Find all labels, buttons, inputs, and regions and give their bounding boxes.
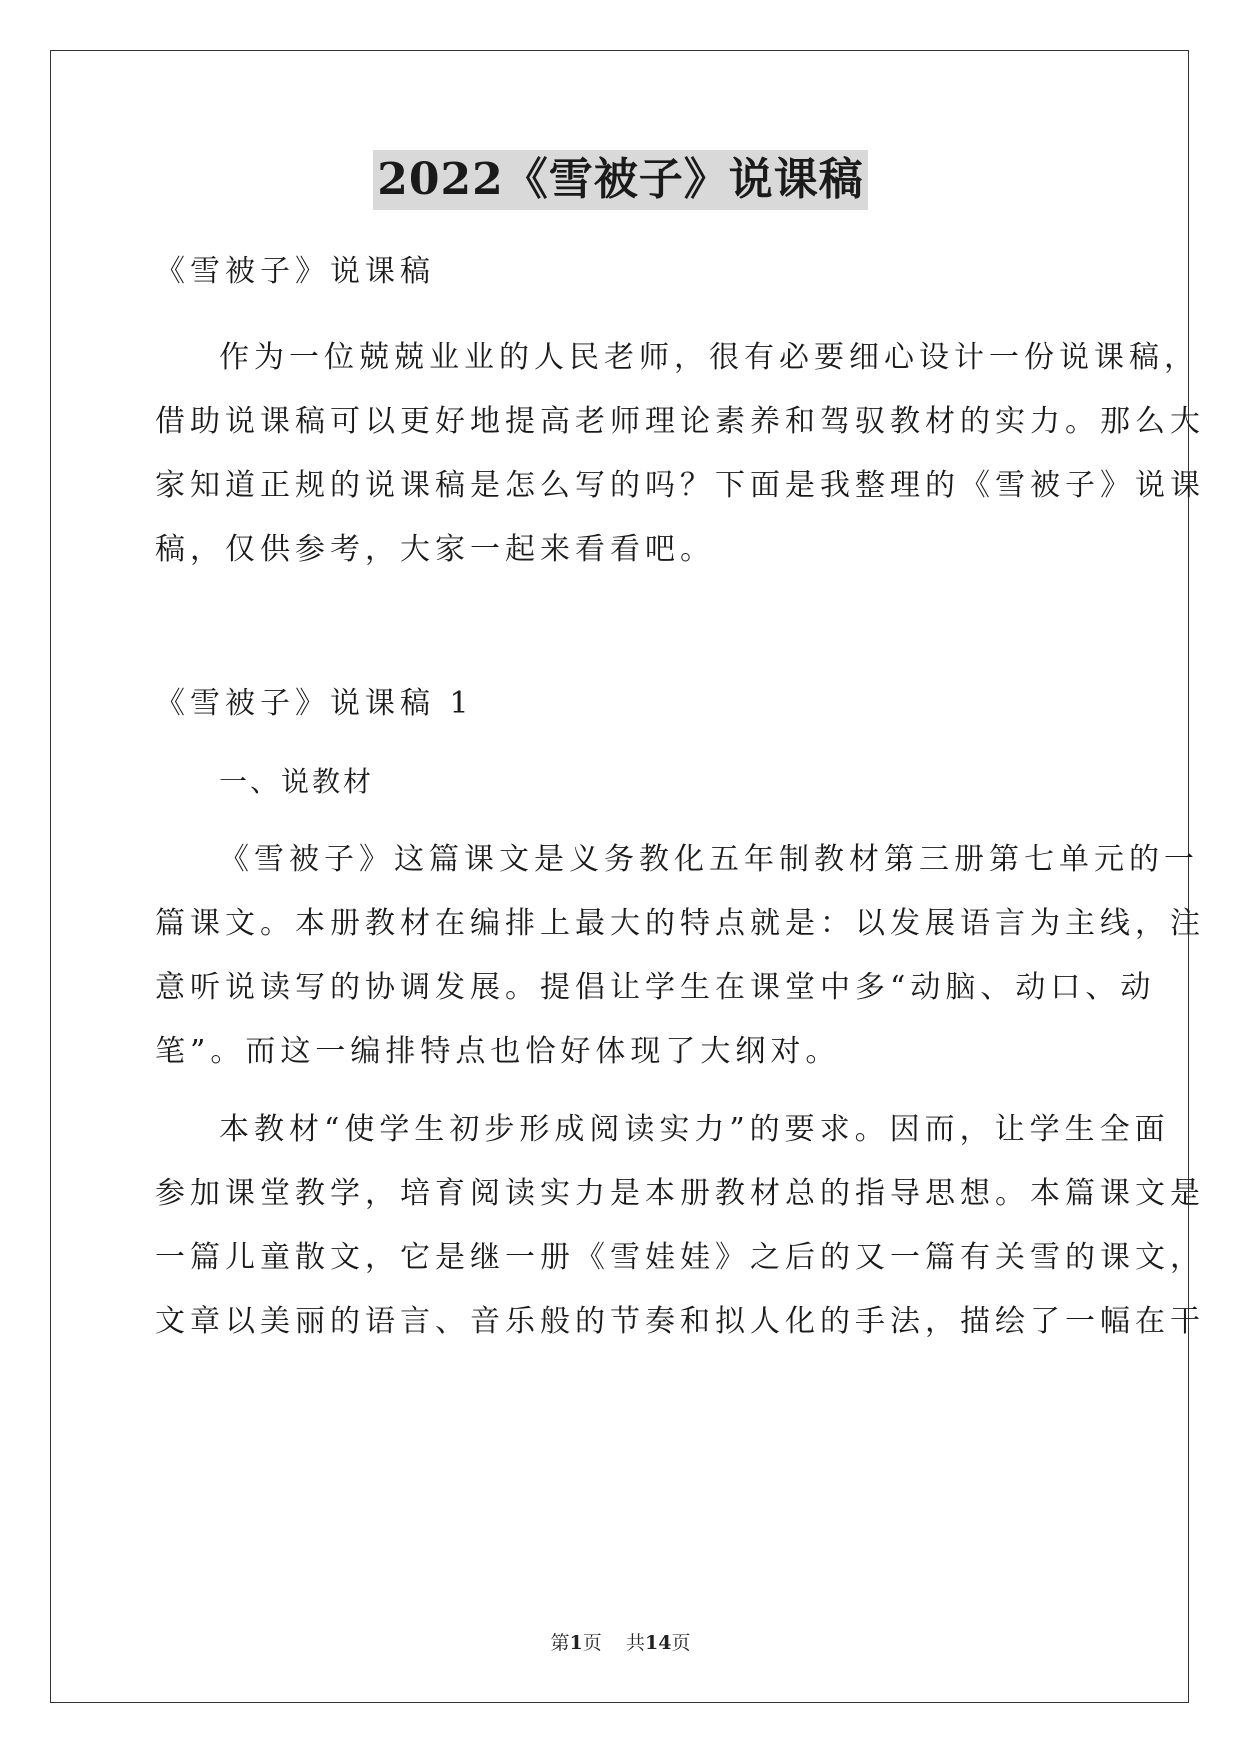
page-current: 1 xyxy=(569,1632,583,1654)
document-subtitle: 《雪被子》说课稿 xyxy=(155,254,435,289)
section-heading: 一、说教材 xyxy=(219,765,375,798)
paragraph-line: 笔”。而这一编排特点也恰好体现了大纲对。 xyxy=(155,1034,841,1069)
paragraph-line: 本教材“使学生初步形成阅读实力”的要求。因而，让学生全面 xyxy=(219,1112,1170,1147)
paragraph-line: 文章以美丽的语言、音乐般的节奏和拟人化的手法，描绘了一幅在干 xyxy=(155,1304,1205,1339)
intro-line: 借助说课稿可以更好地提高老师理论素养和驾驭教材的实力。那么大 xyxy=(155,404,1205,439)
paragraph-line: 篇课文。本册教材在编排上最大的特点就是：以发展语言为主线，注 xyxy=(155,906,1205,941)
document-body xyxy=(155,240,1205,1354)
intro-line: 家知道正规的说课稿是怎么写的吗？下面是我整理的《雪被子》说课 xyxy=(155,468,1205,503)
paragraph-line: 一篇儿童散文，它是继一册《雪娃娃》之后的又一篇有关雪的课文， xyxy=(155,1240,1205,1275)
paragraph-2 xyxy=(155,1098,1205,1354)
page-prefix: 第 xyxy=(550,1632,570,1654)
paragraph-1 xyxy=(155,828,1205,1084)
document-title: 2022《雪被子》说课稿 xyxy=(373,150,867,210)
page-total: 14 xyxy=(644,1632,672,1654)
intro-paragraph xyxy=(155,326,1205,582)
paragraph-line: 参加课堂教学，培育阅读实力是本册教材总的指导思想。本篇课文是 xyxy=(155,1176,1205,1211)
section-title: 《雪被子》说课稿 1 xyxy=(155,686,474,721)
title-wrap xyxy=(0,150,1241,210)
total-prefix: 共 xyxy=(625,1632,645,1654)
intro-line: 作为一位兢兢业业的人民老师，很有必要细心设计一份说课稿， xyxy=(219,340,1199,375)
page-suffix: 页 xyxy=(582,1632,602,1654)
intro-line: 稿，仅供参考，大家一起来看看吧。 xyxy=(155,532,715,567)
paragraph-line: 《雪被子》这篇课文是义务教化五年制教材第三册第七单元的一 xyxy=(219,842,1199,877)
paragraph-line: 意听说读写的协调发展。提倡让学生在课堂中多“动脑、动口、动 xyxy=(155,970,1156,1005)
total-suffix: 页 xyxy=(671,1632,691,1654)
page-footer xyxy=(0,1628,1241,1655)
